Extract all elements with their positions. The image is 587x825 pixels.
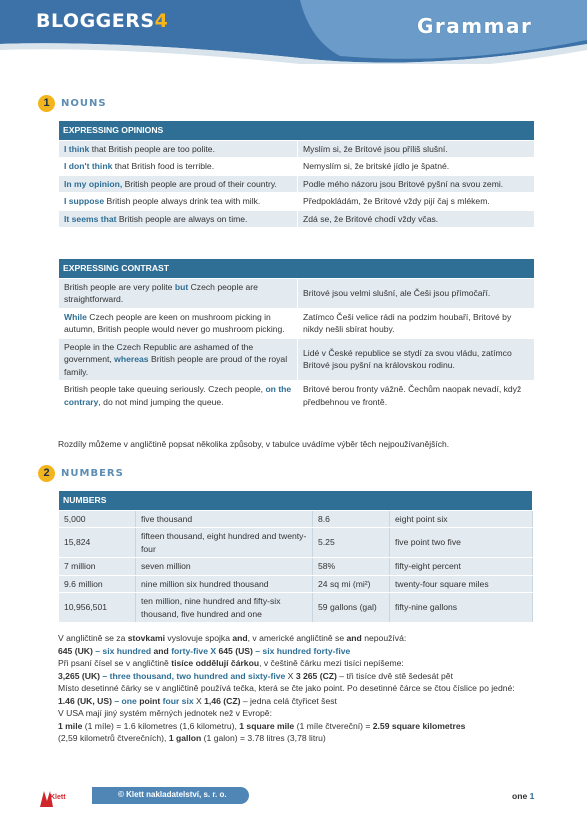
english-cell: British people are very polite but Czech people are straightforward. [59,278,298,308]
words-cell: twenty-four square miles [390,575,533,593]
text-line: V USA mají jiný systém měrných jednotek než v Evropě: [58,708,272,718]
words-cell: five point two five [390,528,533,558]
section-title: NOUNS [61,97,107,109]
text-line: 645 (UK) – six hundred and forty-five X 645 (US) – six hundred forty-five [58,645,351,656]
number-cell: 24 sq mi (mi²) [313,575,390,593]
table-row [59,175,535,193]
words-cell: fifty-nine gallons [390,593,533,623]
czech-cell: Nemyslím si, že britské jídlo je špatné. [298,158,535,176]
table-row [59,278,535,308]
english-cell: While Czech people are keen on mushroom picking in autumn, British people would never go mushroom picking. [59,308,298,338]
table-row [59,210,535,228]
czech-cell: Britové jsou velmi slušní, ale Češi jsou přímočaří. [298,278,535,308]
number-cell: 9.6 million [59,575,136,593]
section-number-badge: 1 [38,95,55,112]
page-title: Grammar [417,14,533,38]
number-cell: 58% [313,558,390,576]
text-line: 3,265 (UK) – three thousand, two hundred and sixty-five X 3 265 (CZ) – tři tisíce dvě stě šedesát pět [58,670,453,681]
number-cell: 10,956,501 [59,593,136,623]
table-row [59,593,533,623]
bloggers-logo: BLOGGERS4 [36,10,169,32]
czech-cell: Myslím si, že Britové jsou příliš slušní. [298,140,535,158]
czech-cell: Podle mého názoru jsou Britové pyšní na svou zemi. [298,175,535,193]
numbers-table [58,490,533,623]
words-cell: ten million, nine hundred and fifty-six thousand, five hundred and one [136,593,313,623]
table-row [59,510,533,528]
table-row [59,575,533,593]
czech-cell: Zdá se, že Britové chodí vždy včas. [298,210,535,228]
text-line: (2,59 kilometrů čtverečních), 1 gallon (1 galon) = 3.78 litres (3,78 litru) [58,733,326,743]
words-cell: fifty-eight percent [390,558,533,576]
english-cell: I think that British people are too polite. [59,140,298,158]
table-row [59,140,535,158]
czech-cell: Lidé v České republice se stydí za svou vládu, zatímco Britové jsou pyšní na královskou rodinu. [298,338,535,381]
text-line: Při psaní čísel se v angličtině tisíce oddělují čárkou, v češtině čárku mezi tisíci nepíšeme: [58,658,404,668]
english-cell: I suppose British people always drink tea with milk. [59,193,298,211]
english-cell: It seems that British people are always on time. [59,210,298,228]
page-number: one 1 [512,791,535,801]
czech-cell: Předpokládám, že Britové vždy pijí čaj s mlékem. [298,193,535,211]
table-row [59,558,533,576]
english-cell: In my opinion, British people are proud of their country. [59,175,298,193]
text-line: 1 mile (1 míle) = 1.6 kilometres (1,6 kilometru), 1 square mile (1 míle čtvereční) = 2.59 square kilometres [58,720,466,731]
english-cell: British people take queuing seriously. Czech people, on the contrary, do not mind jumping the queue. [59,381,298,411]
number-cell: 5.25 [313,528,390,558]
table-row [59,193,535,211]
section-title: NUMBERS [61,467,124,479]
number-cell: 15,824 [59,528,136,558]
table-row [59,381,535,411]
words-cell: nine million six hundred thousand [136,575,313,593]
number-cell: 8.6 [313,510,390,528]
table-row [59,528,533,558]
text-line: 1.46 (UK, US) – one point four six X 1,46 (CZ) – jedna celá čtyřicet šest [58,695,337,706]
number-cell: 59 gallons (gal) [313,593,390,623]
czech-cell: Britové berou fronty vážně. Čechům naopak nevadí, když předbehnou ve frontě. [298,381,535,411]
table-heading: EXPRESSING OPINIONS [59,121,535,141]
words-cell: five thousand [136,510,313,528]
table-heading: NUMBERS [59,491,533,511]
section-2-heading [38,464,124,482]
table-heading: EXPRESSING CONTRAST [59,259,535,279]
text-line: V angličtině se za stovkami vyslovuje spojka and, v americké angličtině se and nepoužívá: [58,633,407,643]
words-cell: fifteen thousand, eight hundred and twenty-four [136,528,313,558]
section-1-heading [38,94,107,112]
english-cell: I don't think that British food is terrible. [59,158,298,176]
english-cell: People in the Czech Republic are ashamed of the government, whereas British people are proud of the royal family. [59,338,298,381]
publisher-copyright: © Klett nakladatelství, s. r. o. [118,790,227,799]
klett-logo-text: Klett [50,794,66,801]
words-cell: seven million [136,558,313,576]
section-number-badge: 2 [38,465,55,482]
section-note: Rozdíly můžeme v angličtině popsat několika způsoby, v tabulce uvádíme výběr těch nejpoužívanějších. [58,439,450,449]
number-cell: 7 million [59,558,136,576]
words-cell: eight point six [390,510,533,528]
table-row [59,158,535,176]
czech-cell: Zatímco Češi velice rádi na podzim houbaří, Britové by nikdy nešli sbírat houby. [298,308,535,338]
expressing-opinions-table [58,120,535,228]
table-row [59,308,535,338]
table-row [59,338,535,381]
number-cell: 5,000 [59,510,136,528]
numbers-explanation [58,632,536,745]
expressing-contrast-table [58,258,535,411]
text-line: Místo desetinné čárky se v angličtině používá tečka, která se čte jako point. Po desetinné čárce se čtou číslice po jedné: [58,683,515,693]
